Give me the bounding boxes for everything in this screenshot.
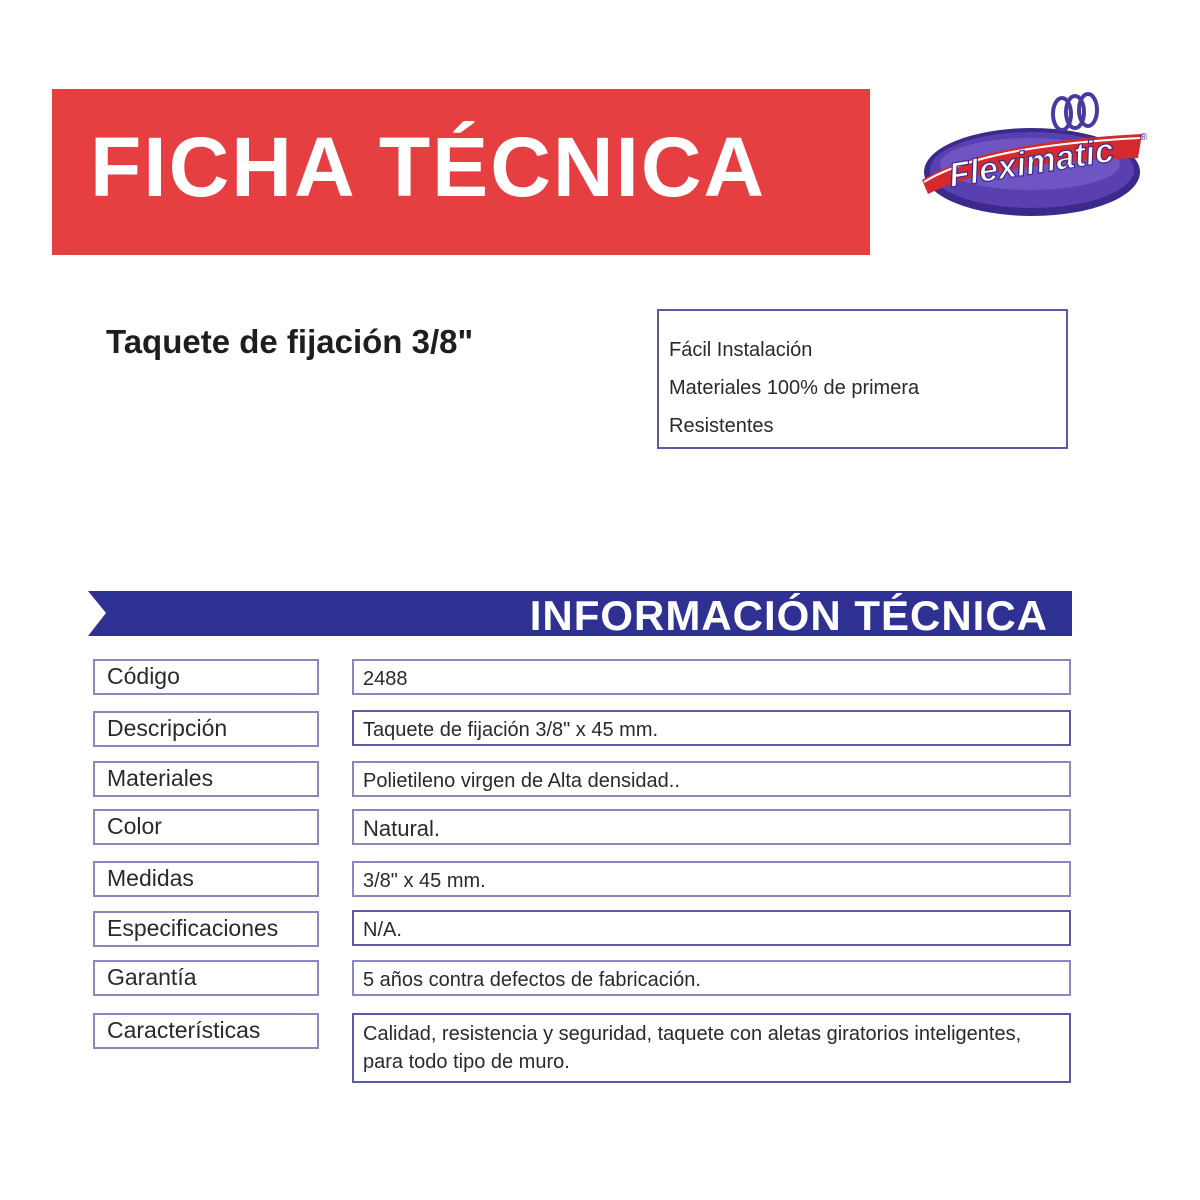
logo-wordmark: Fleximatic — [946, 131, 1117, 195]
spec-label-caracteristicas: Características — [93, 1013, 319, 1049]
section-title: INFORMACIÓN TÉCNICA — [529, 592, 1048, 639]
spec-value-caracteristicas: Calidad, resistencia y seguridad, taquete con aletas giratorios inteligentes, para todo tipo de muro. — [352, 1013, 1071, 1083]
spec-label-codigo: Código — [93, 659, 319, 695]
features-box — [657, 309, 1068, 449]
spec-value-materiales: Polietileno virgen de Alta densidad.. — [352, 761, 1071, 797]
feature-item: Materiales 100% de primera — [669, 377, 920, 399]
product-title: Taquete de fijación 3/8" — [106, 323, 474, 360]
registered-mark: ® — [1140, 132, 1148, 143]
spec-value-descripcion: Taquete de fijación 3/8" x 45 mm. — [352, 710, 1071, 746]
spec-label-medidas: Medidas — [93, 861, 319, 897]
fleximatic-logo — [912, 92, 1152, 222]
page-title: FICHA TÉCNICA — [90, 120, 767, 214]
spec-value-medidas: 3/8" x 45 mm. — [352, 861, 1071, 897]
spec-label-especificaciones: Especificaciones — [93, 911, 319, 947]
spec-value-codigo: 2488 — [352, 659, 1071, 695]
feature-item: Resistentes — [669, 415, 774, 437]
spec-label-color: Color — [93, 809, 319, 845]
spec-value-especificaciones: N/A. — [352, 910, 1071, 946]
spec-value-garantia: 5 años contra defectos de fabricación. — [352, 960, 1071, 996]
title-banner — [52, 89, 870, 255]
spec-label-descripcion: Descripción — [93, 711, 319, 747]
spec-label-materiales: Materiales — [93, 761, 319, 797]
spec-label-garantia: Garantía — [93, 960, 319, 996]
section-header — [88, 591, 1072, 639]
feature-item: Fácil Instalación — [669, 339, 813, 361]
spec-value-color: Natural. — [352, 809, 1071, 845]
